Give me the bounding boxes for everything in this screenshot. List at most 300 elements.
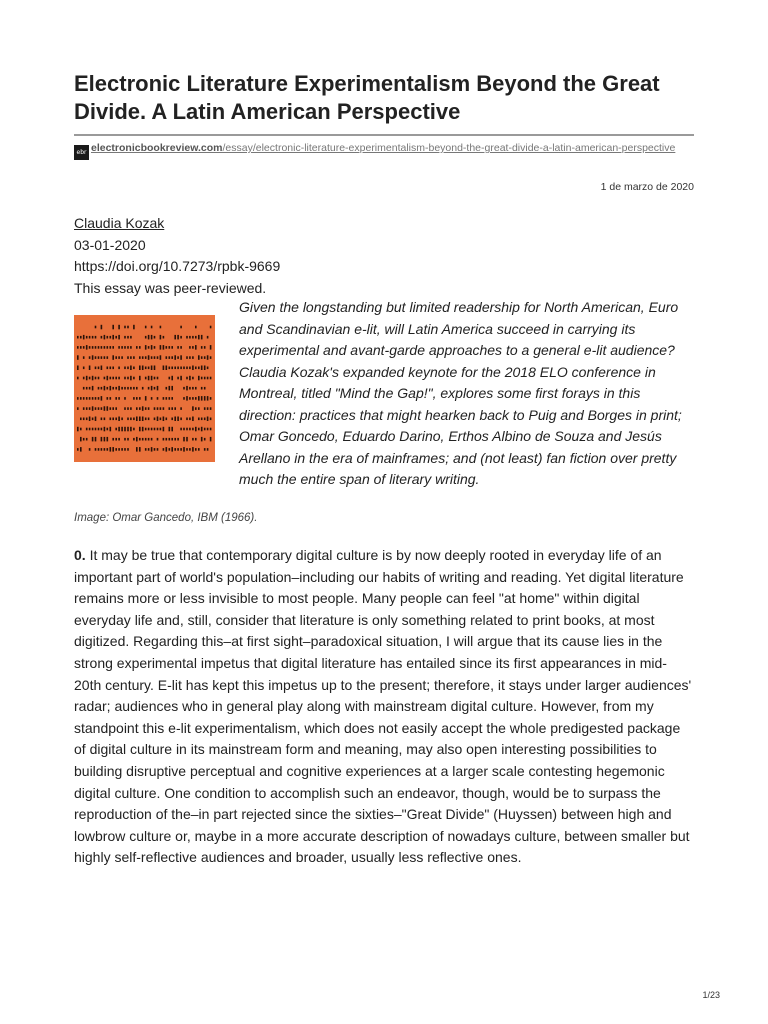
punch-hole xyxy=(104,335,106,340)
punch-hole xyxy=(169,377,171,380)
punch-hole xyxy=(201,377,203,380)
punch-hole xyxy=(101,437,103,442)
punch-hole xyxy=(163,438,165,441)
punch-hole xyxy=(124,438,126,441)
punch-hole xyxy=(189,356,191,359)
punch-hole xyxy=(92,397,94,400)
punch-hole xyxy=(98,397,100,400)
punch-hole xyxy=(192,397,194,400)
punch-hole xyxy=(160,335,162,340)
punch-hole xyxy=(195,407,197,410)
punch-hole xyxy=(160,326,162,329)
punch-hole xyxy=(118,438,120,441)
punch-hole xyxy=(86,397,88,400)
punch-hole xyxy=(151,386,153,391)
punch-hole xyxy=(186,367,188,370)
punch-hole xyxy=(136,387,138,390)
punch-hole xyxy=(95,356,97,359)
punch-hole xyxy=(89,397,91,400)
punch-hole xyxy=(112,447,114,452)
punch-hole xyxy=(133,367,135,370)
punch-hole xyxy=(133,428,135,431)
punch-hole xyxy=(124,407,126,410)
punch-hole xyxy=(186,377,188,380)
punch-hole xyxy=(154,356,156,359)
punch-hole xyxy=(151,326,153,329)
punch-hole xyxy=(115,428,117,431)
punch-hole xyxy=(195,387,197,390)
paragraph-text: It may be true that contemporary digital culture is by now deeply rooted in everyday life of an important part of world's population–including our habits of writing and reading. Yet digital literature remains more or less invisible to most people. Many people can feel "at home" within digital everyday life and, still, consider that literature is only something related to print books, at most digitized. Regarding this–at first sight–paradoxical situation, I will argue that its cause lies in the strong experimental impetus that digital literature has entailed since its first appearances in mid- 20th century. E-lit has kept this impetus up to the present; therefore, it stays under larger audiences' radar; audiences who in general play along with mainstream digital culture. However, from my standpoint this e-lit experimentalism, which does not easily accept the whole predigested package of digital culture in its mainstream form and meaning, may also open interesting possibilities to building disruptive perceptual and cognitive experiences at a larger scale contesting hegemonic digital culture. One condition to accomplish such an endeavor, though, would be to surpass the reproduction of the–in part rejected since the sixties–"Great Divide" (Huyssen) between high and lowbrow culture or, maybe in a more accurate description of nowadays culture, between smaller but highly self-reflective audiences and broader, usually less reflective ones. xyxy=(74,547,692,866)
punch-hole xyxy=(204,387,206,390)
punch-hole xyxy=(171,438,173,441)
punch-card-image xyxy=(74,315,215,462)
punch-hole xyxy=(136,397,138,400)
article-title: Electronic Literature Experimentalism Beyond the Great Divide. A Latin American Perspective xyxy=(74,71,660,124)
punch-hole xyxy=(142,356,144,359)
punch-hole xyxy=(183,447,185,452)
punch-hole xyxy=(124,387,126,390)
punch-hole xyxy=(139,356,141,359)
punch-hole xyxy=(177,335,179,340)
punch-hole xyxy=(77,366,79,371)
punch-hole xyxy=(198,428,200,431)
punch-hole xyxy=(148,448,150,451)
punch-hole xyxy=(112,335,114,340)
punch-hole xyxy=(148,407,150,410)
punch-hole xyxy=(171,418,173,421)
punch-hole xyxy=(166,447,168,452)
punch-hole xyxy=(154,336,156,339)
punch-hole xyxy=(201,427,203,432)
punch-hole xyxy=(207,367,209,370)
punch-hole xyxy=(171,447,173,452)
punch-hole xyxy=(98,387,100,390)
punch-hole xyxy=(198,396,200,401)
punch-hole xyxy=(169,367,171,370)
punch-hole xyxy=(183,428,185,431)
punch-hole xyxy=(92,418,94,421)
punch-hole xyxy=(166,366,168,371)
punch-hole xyxy=(136,447,138,452)
punch-hole xyxy=(163,366,165,371)
punch-hole xyxy=(89,366,91,371)
punch-hole xyxy=(186,356,188,359)
punch-hole xyxy=(101,428,103,431)
punch-hole xyxy=(104,346,106,349)
punch-hole xyxy=(107,428,109,431)
punch-hole xyxy=(160,418,162,421)
punch-hole xyxy=(107,356,109,359)
punch-hole xyxy=(83,387,85,390)
punch-hole xyxy=(130,427,132,432)
punch-hole xyxy=(210,356,212,359)
punch-hole xyxy=(112,418,114,421)
punch-hole xyxy=(195,326,197,329)
punch-hole xyxy=(77,427,79,432)
punch-hole xyxy=(189,448,191,451)
article-doi: https://doi.org/10.7273/rpbk-9669 xyxy=(74,258,281,274)
punch-hole xyxy=(130,346,132,349)
punch-hole xyxy=(207,448,209,451)
punch-hole xyxy=(124,367,126,370)
punch-hole xyxy=(157,448,159,451)
punch-hole xyxy=(133,387,135,390)
punch-hole xyxy=(124,326,126,329)
punch-hole xyxy=(189,418,191,421)
punch-hole xyxy=(169,346,171,349)
punch-hole xyxy=(148,387,150,390)
punch-hole xyxy=(110,386,112,391)
punch-hole xyxy=(148,376,150,381)
punch-hole xyxy=(204,356,206,359)
punch-hole xyxy=(118,377,120,380)
punch-hole xyxy=(110,367,112,370)
punch-hole xyxy=(77,407,79,410)
punch-hole xyxy=(127,387,129,390)
punch-hole xyxy=(118,397,120,400)
punch-hole xyxy=(145,418,147,421)
punch-hole xyxy=(124,427,126,432)
punch-hole xyxy=(207,377,209,380)
punch-hole xyxy=(157,428,159,431)
punch-hole xyxy=(189,336,191,339)
punch-hole xyxy=(115,438,117,441)
punch-hole xyxy=(107,336,109,339)
punch-hole xyxy=(95,336,97,339)
punch-hole xyxy=(86,418,88,421)
punch-hole xyxy=(207,417,209,422)
punch-hole xyxy=(130,418,132,421)
punch-hole xyxy=(101,325,103,330)
punch-hole xyxy=(83,418,85,421)
punch-hole xyxy=(145,448,147,451)
punch-hole xyxy=(80,428,82,431)
punch-hole xyxy=(112,346,114,349)
punch-hole xyxy=(127,336,129,339)
punch-hole xyxy=(115,407,117,410)
punch-hole xyxy=(180,376,182,381)
punch-hole xyxy=(189,387,191,390)
punch-hole xyxy=(177,356,179,359)
punch-hole xyxy=(151,366,153,371)
punch-hole xyxy=(177,377,179,380)
punch-hole xyxy=(148,355,150,360)
punch-hole xyxy=(148,418,150,421)
punch-hole xyxy=(145,367,147,370)
punch-hole xyxy=(154,366,156,371)
punch-hole xyxy=(183,367,185,370)
punch-hole xyxy=(204,418,206,421)
punch-hole xyxy=(198,376,200,381)
punch-hole xyxy=(169,407,171,410)
punch-hole xyxy=(145,356,147,359)
punch-hole xyxy=(95,377,97,380)
punch-hole xyxy=(180,418,182,421)
punch-hole xyxy=(121,418,123,421)
punch-hole xyxy=(101,418,103,421)
punch-hole xyxy=(130,336,132,339)
punch-hole xyxy=(139,397,141,400)
punch-hole xyxy=(118,335,120,340)
punch-hole xyxy=(136,417,138,422)
punch-hole xyxy=(77,346,79,349)
punch-hole xyxy=(174,448,176,451)
image-caption: Image: Omar Gancedo, IBM (1966). xyxy=(74,512,258,524)
punch-hole xyxy=(77,336,79,339)
punch-hole xyxy=(110,418,112,421)
punch-hole xyxy=(104,356,106,359)
punch-hole xyxy=(142,417,144,422)
punch-hole xyxy=(198,448,200,451)
punch-hole xyxy=(160,428,162,431)
punch-hole xyxy=(83,407,85,410)
punch-hole xyxy=(160,345,162,350)
punch-hole xyxy=(201,387,203,390)
punch-hole xyxy=(157,417,159,422)
punch-hole xyxy=(86,376,88,381)
punch-hole xyxy=(180,407,182,410)
punch-hole xyxy=(86,336,88,339)
punch-hole xyxy=(139,427,141,432)
punch-hole xyxy=(145,377,147,380)
punch-hole xyxy=(148,438,150,441)
punch-hole xyxy=(186,437,188,442)
punch-hole xyxy=(124,336,126,339)
punch-hole xyxy=(127,407,129,410)
punch-hole xyxy=(95,407,97,410)
punch-hole xyxy=(198,335,200,340)
punch-hole xyxy=(77,377,79,380)
punch-hole xyxy=(110,397,112,400)
source-line xyxy=(74,141,694,160)
punch-hole xyxy=(195,367,197,370)
punch-hole xyxy=(148,335,150,340)
punch-hole xyxy=(107,397,109,400)
punch-hole xyxy=(92,346,94,349)
punch-hole xyxy=(110,377,112,380)
punch-hole xyxy=(154,387,156,390)
publication-date: 1 de marzo de 2020 xyxy=(600,181,694,193)
punch-hole xyxy=(107,376,109,381)
punch-hole xyxy=(210,345,212,350)
punch-hole xyxy=(115,448,117,451)
punch-hole xyxy=(77,448,79,451)
punch-hole xyxy=(154,428,156,431)
punch-hole xyxy=(83,367,85,370)
punch-hole xyxy=(180,336,182,339)
punch-hole xyxy=(210,428,212,431)
punch-hole xyxy=(80,447,82,452)
punch-hole xyxy=(142,427,144,432)
punch-hole xyxy=(127,377,129,380)
punch-hole xyxy=(98,356,100,359)
punch-hole xyxy=(148,428,150,431)
punch-hole xyxy=(136,346,138,349)
punch-hole xyxy=(133,438,135,441)
punch-hole xyxy=(115,377,117,380)
punch-hole xyxy=(171,346,173,349)
punch-hole xyxy=(171,367,173,370)
punch-hole xyxy=(104,386,106,391)
punch-hole xyxy=(145,345,147,350)
punch-hole xyxy=(112,377,114,380)
punch-hole xyxy=(86,387,88,390)
punch-hole xyxy=(192,377,194,380)
punch-hole xyxy=(83,346,85,349)
punch-hole xyxy=(192,346,194,349)
punch-hole xyxy=(207,407,209,410)
punch-hole xyxy=(180,346,182,349)
punch-hole xyxy=(95,437,97,442)
punch-hole xyxy=(124,377,126,380)
punch-hole xyxy=(201,366,203,371)
title-divider xyxy=(74,134,694,136)
punch-hole xyxy=(101,448,103,451)
punch-hole xyxy=(115,418,117,421)
punch-hole xyxy=(115,397,117,400)
punch-hole xyxy=(174,335,176,340)
punch-hole xyxy=(133,397,135,400)
punch-hole xyxy=(177,448,179,451)
punch-hole xyxy=(192,336,194,339)
punch-hole xyxy=(130,407,132,410)
punch-hole xyxy=(186,428,188,431)
article-meta xyxy=(74,213,694,299)
article-date: 03-01-2020 xyxy=(74,236,146,253)
punch-hole xyxy=(95,326,97,329)
punch-hole xyxy=(86,407,88,410)
punch-hole xyxy=(163,345,165,350)
punch-hole xyxy=(107,387,109,390)
punch-hole xyxy=(151,397,153,400)
punch-hole xyxy=(107,346,109,349)
punch-hole xyxy=(198,367,200,370)
punch-hole xyxy=(136,407,138,410)
punch-hole xyxy=(171,356,173,359)
punch-hole xyxy=(180,448,182,451)
punch-hole xyxy=(180,428,182,431)
punch-hole xyxy=(101,396,103,401)
punch-hole xyxy=(198,418,200,421)
punch-hole xyxy=(201,396,203,401)
punch-hole xyxy=(151,428,153,431)
punch-hole xyxy=(104,406,106,411)
punch-hole xyxy=(186,336,188,339)
punch-hole xyxy=(195,438,197,441)
punch-hole xyxy=(92,406,94,411)
punch-hole xyxy=(177,367,179,370)
punch-hole xyxy=(210,377,212,380)
punch-hole xyxy=(115,356,117,359)
punch-hole xyxy=(92,336,94,339)
punch-hole xyxy=(95,417,97,422)
punch-hole xyxy=(101,356,103,359)
punch-hole xyxy=(171,386,173,391)
punch-hole xyxy=(166,387,168,390)
punch-hole xyxy=(80,336,82,339)
punch-hole xyxy=(83,335,85,340)
punch-hole xyxy=(118,346,120,349)
punch-hole xyxy=(151,335,153,340)
punch-hole xyxy=(177,417,179,422)
punch-hole xyxy=(166,346,168,349)
punch-hole xyxy=(169,438,171,441)
punch-hole xyxy=(174,367,176,370)
punch-hole xyxy=(163,417,165,422)
punch-hole xyxy=(112,367,114,370)
punch-hole xyxy=(89,387,91,390)
punch-hole xyxy=(139,438,141,441)
punch-hole xyxy=(183,387,185,390)
punch-hole xyxy=(151,376,153,381)
punch-hole xyxy=(171,407,173,410)
punch-hole xyxy=(86,428,88,431)
ebr-logo-icon: ebr xyxy=(74,145,89,160)
punch-hole xyxy=(127,326,129,329)
punch-hole xyxy=(89,356,91,359)
punch-hole xyxy=(145,428,147,431)
punch-hole xyxy=(207,396,209,401)
punch-hole xyxy=(130,387,132,390)
punch-hole xyxy=(104,427,106,432)
punch-hole xyxy=(204,407,206,410)
punch-hole xyxy=(107,437,109,442)
punch-hole xyxy=(118,325,120,330)
punch-hole xyxy=(189,376,191,381)
punch-hole xyxy=(80,397,82,400)
punch-hole xyxy=(186,396,188,401)
punch-hole xyxy=(95,428,97,431)
punch-hole xyxy=(198,407,200,410)
punch-hole xyxy=(110,427,112,432)
punch-hole xyxy=(195,427,197,432)
punch-hole xyxy=(186,386,188,391)
punch-hole xyxy=(192,438,194,441)
body-paragraph xyxy=(74,545,694,869)
punch-hole xyxy=(83,356,85,359)
punch-hole xyxy=(169,386,171,391)
punch-hole xyxy=(163,336,165,339)
punch-hole xyxy=(169,448,171,451)
punch-hole xyxy=(148,346,150,349)
punch-hole xyxy=(83,438,85,441)
punch-hole xyxy=(95,346,97,349)
punch-hole xyxy=(210,407,212,410)
punch-hole xyxy=(142,438,144,441)
punch-hole xyxy=(133,325,135,330)
punch-hole xyxy=(192,387,194,390)
source-link[interactable] xyxy=(91,142,675,154)
punch-hole xyxy=(89,417,91,422)
punch-hole xyxy=(110,336,112,339)
author-link[interactable]: Claudia Kozak xyxy=(74,215,165,231)
punch-hole xyxy=(195,336,197,339)
punch-hole xyxy=(154,407,156,410)
punch-hole xyxy=(163,448,165,451)
punch-hole xyxy=(89,346,91,349)
punch-hole xyxy=(118,386,120,391)
punch-hole xyxy=(142,387,144,390)
punch-hole xyxy=(154,346,156,349)
punch-hole xyxy=(95,367,97,370)
punch-hole xyxy=(104,437,106,442)
punch-hole xyxy=(77,355,79,360)
punch-hole xyxy=(186,418,188,421)
punch-hole xyxy=(210,418,212,421)
punch-hole xyxy=(89,428,91,431)
page-number: 1/23 xyxy=(702,990,720,1000)
paragraph-number: 0. xyxy=(74,547,86,563)
